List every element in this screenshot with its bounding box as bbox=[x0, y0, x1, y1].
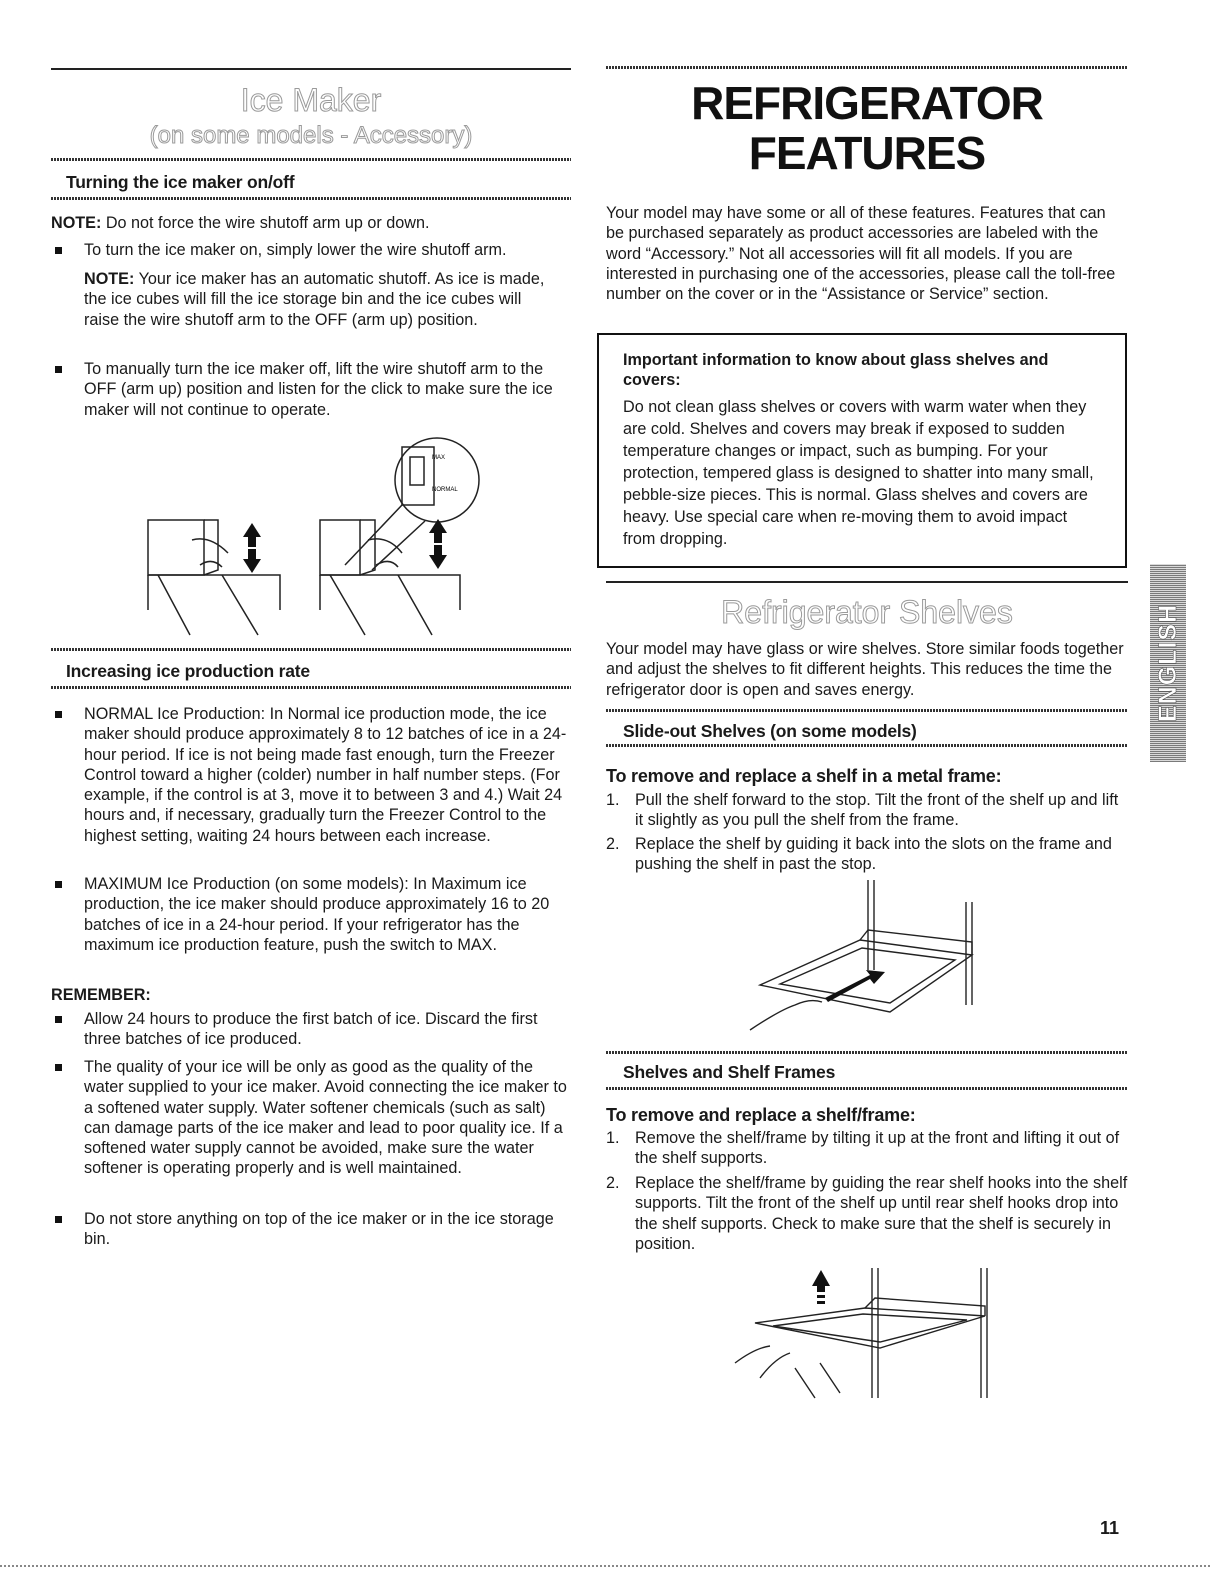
glass-warning-box bbox=[597, 333, 1127, 568]
bullet-square-icon bbox=[55, 366, 62, 373]
numbered-step: 1. Remove the shelf/frame by tilting it up at the front and lifting it out of the shelf supports. bbox=[606, 1129, 1120, 1168]
dotted-rule bbox=[51, 648, 571, 651]
dotted-rule bbox=[606, 709, 1128, 712]
bullet-item: To turn the ice maker on, simply lower the wire shutoff arm. bbox=[55, 240, 571, 260]
numbered-step: 1. Pull the shelf forward to the stop. Tilt the front of the shelf up and lift it slightly as you pull the shelf from the frame. bbox=[606, 791, 1119, 830]
numbered-step: 2. Replace the shelf/frame by guiding the rear shelf hooks into the shelf supports. Tilt the front of the shelf up until rear shelf hooks drop into the shelf supports. Check to make sure that the shelf is securely in position. bbox=[606, 1174, 1128, 1253]
warning-heading: Important information to know about glass shelves and covers: bbox=[623, 351, 1049, 390]
note-paragraph: NOTE: Your ice maker has an automatic shutoff. As ice is made, the ice cubes will fill the ice storage bin and the ice cubes will raise the wire shutoff arm to the OFF (arm up) position. bbox=[84, 270, 545, 329]
shelves-intro: Your model may have glass or wire shelves. Store similar foods together and adjust the shelves to fit different heights. This reduces the time the refrigerator door is open and saves energy. bbox=[606, 640, 1124, 699]
dotted-rule bbox=[606, 1051, 1128, 1054]
warning-text: Do not clean glass shelves or covers with warm water when they are cold. Shelves and covers may break if exposed to sudden temperature changes or impact, such as bumping. For your protection, tempered glass is designed to shatter into many small, pebble-size pieces. This is normal. Glass shelves and covers are heavy. Use special care when re-moving them to avoid impact from dropping. bbox=[623, 398, 1094, 548]
slide-out-heading: Slide-out Shelves (on some models) bbox=[623, 721, 917, 741]
dotted-rule bbox=[606, 1087, 1128, 1090]
page-number: 11 bbox=[1100, 1518, 1120, 1538]
bullet-item: Do not store anything on top of the ice maker or in the ice storage bin. bbox=[55, 1209, 571, 1250]
bullet-square-icon bbox=[55, 1216, 62, 1223]
bottom-rule bbox=[0, 1565, 1211, 1567]
turning-heading: Turning the ice maker on/off bbox=[66, 172, 295, 192]
max-label: MAX bbox=[432, 455, 446, 461]
bullet-item: Allow 24 hours to produce the first batch of ice. Discard the first three batches of ice produced. bbox=[55, 1009, 571, 1050]
bullet-square-icon bbox=[55, 711, 62, 718]
bullet-square-icon bbox=[55, 1064, 62, 1071]
top-rule-left bbox=[51, 68, 571, 70]
bullet-square-icon bbox=[55, 247, 62, 254]
features-title: REFRIGERATOR FEATURES bbox=[691, 77, 1043, 179]
dotted-rule bbox=[606, 66, 1128, 69]
bullet-item: NORMAL Ice Production: In Normal ice production mode, the ice maker should produce approximately 8 to 12 batches of ice in a 24-hour period. If ice is not being made fast enough, turn the Freezer Control toward a higher (colder) number in half number steps. (For example, if the control is at 3, move it to between 3 and 4.) Wait 24 hours and, if necessary, gradually turn the Freezer Control to the highest setting, waiting 24 hours between each increase. bbox=[55, 704, 571, 846]
remove-frame-heading: To remove and replace a shelf/frame: bbox=[606, 1105, 916, 1125]
slide-out-shelf-illustration bbox=[750, 880, 990, 1030]
bullet-square-icon bbox=[55, 1016, 62, 1023]
features-intro: Your model may have some or all of these features. Features that can be purchased separately as product accessories are labeled with the word “Accessory.” Not all accessories will fit all models. If you are interested in purchasing one of the accessories, please call the toll-free number on the cover or in the “Assistance or Service” section. bbox=[606, 204, 1116, 304]
ice-maker-subtitle: (on some models - Accessory) bbox=[149, 122, 473, 149]
bullet-item: The quality of your ice will be only as good as the quality of the water supplied to your ice maker. Avoid connecting the ice maker to a softened water supply. Water softener chemicals (such as salt) can damage parts of the ice maker and lead to poor quality ice. If a softened water supply cannot be avoided, make sure the water softener is operating properly and is well maintained. bbox=[55, 1057, 571, 1179]
dotted-rule bbox=[606, 744, 1128, 747]
dotted-rule bbox=[51, 197, 571, 200]
note-paragraph: NOTE: Do not force the wire shutoff arm up or down. bbox=[51, 214, 430, 232]
normal-label: NORMAL bbox=[432, 487, 458, 493]
language-tab bbox=[1150, 564, 1186, 762]
ice-maker-title: Ice Maker bbox=[240, 82, 382, 118]
dotted-rule bbox=[51, 686, 571, 689]
shelf-frames-heading: Shelves and Shelf Frames bbox=[623, 1062, 836, 1082]
bullet-item: MAXIMUM Ice Production (on some models): In Maximum ice production, the ice maker should produce approximately 16 to 20 batches of ice in a 24-hour period. If your refrigerator has the maximum ice production feature, push the switch to MAX. bbox=[55, 874, 571, 955]
bullet-square-icon bbox=[55, 881, 62, 888]
dotted-rule bbox=[51, 158, 571, 161]
language-tab-label: ENGLISH bbox=[1154, 603, 1182, 723]
metal-frame-heading: To remove and replace a shelf in a metal frame: bbox=[606, 766, 1002, 786]
remember-label: REMEMBER: bbox=[51, 986, 151, 1004]
bullet-item: To manually turn the ice maker off, lift the wire shutoff arm to the OFF (arm up) position and listen for the click to make sure the ice maker will not continue to operate. bbox=[55, 359, 571, 420]
section-rule bbox=[606, 581, 1128, 583]
shelves-title: Refrigerator Shelves bbox=[721, 594, 1013, 630]
numbered-step: 2. Replace the shelf by guiding it back into the slots on the frame and pushing the shelf in past the stop. bbox=[606, 835, 1112, 874]
ice-maker-illustration bbox=[140, 425, 500, 635]
shelf-frame-illustration bbox=[735, 1268, 995, 1408]
increasing-heading: Increasing ice production rate bbox=[66, 661, 310, 681]
